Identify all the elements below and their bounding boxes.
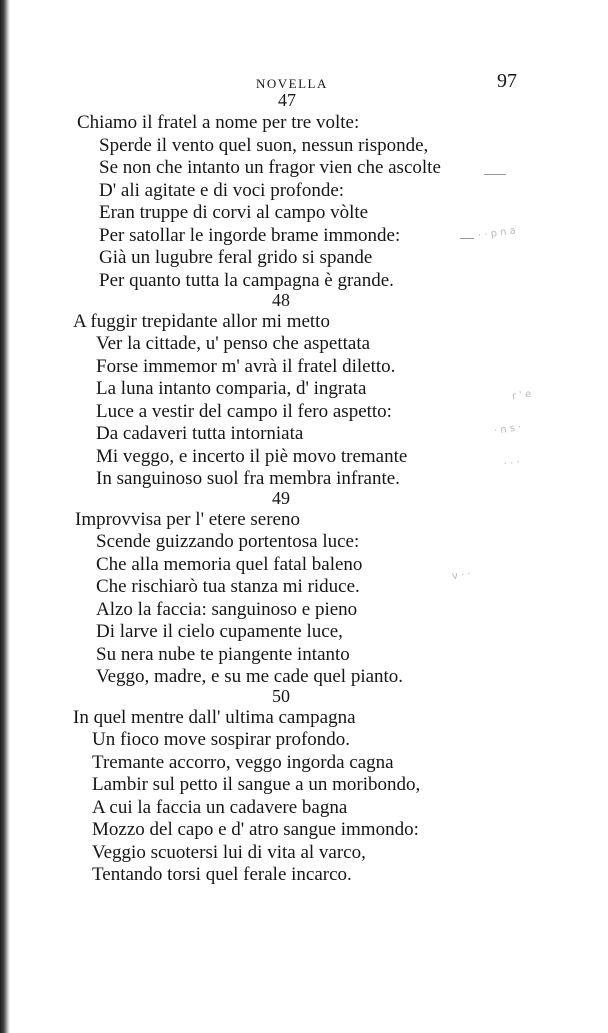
stanza-number-50: 50 (272, 686, 290, 706)
verse-line: Tentando torsi quel ferale incarco. (92, 864, 352, 885)
verse-line: In sanguinoso suol fra membra infrante. (96, 468, 400, 489)
verse-line: Che rischiarò tua stanza mi riduce. (96, 576, 360, 597)
stanza-number-49: 49 (272, 488, 290, 508)
verse-line: Per quanto tutta la campagna è grande. (99, 270, 394, 291)
verse-line: A cui la faccia un cadavere bagna (92, 797, 348, 818)
verse-line: Ver la cittade, u' penso che aspettata (96, 333, 371, 354)
verse-line: Su nera nube te piangente intanto (96, 644, 350, 665)
verse-line: D' ali agitate e di voci profonde: (99, 180, 345, 201)
verse-line: Chiamo il fratel a nome per tre volte: (77, 112, 360, 133)
verse-line: Improvvisa per l' etere sereno (75, 509, 300, 530)
pencil-dash-mark (460, 238, 474, 239)
verse-line: Da cadaveri tutta intorniata (96, 423, 304, 444)
stanza-number-47: 47 (278, 90, 296, 110)
margin-pencil-note: r ' e (511, 388, 533, 403)
margin-pencil-note: · · · (503, 456, 521, 471)
verse-line: Eran truppe di corvi al campo vòlte (99, 202, 369, 223)
running-head: NOVELLA (256, 76, 328, 91)
page-number: 97 (497, 70, 517, 92)
verse-line: Tremante accorro, veggo ingorda cagna (92, 752, 394, 773)
verse-line: Già un lugubre feral grido si spande (99, 247, 373, 268)
verse-line: Veggo, madre, e su me cade quel pianto. (96, 666, 404, 687)
stanza-number-48: 48 (272, 290, 290, 310)
verse-line: Mi veggo, e incerto il piè movo tremante (96, 446, 408, 467)
verse-line: Veggio scuotersi lui di vita al varco, (92, 842, 366, 863)
verse-line: A fuggir trepidante allor mi metto (73, 311, 330, 332)
verse-line: Di larve il cielo cupamente luce, (96, 621, 343, 642)
verse-line: Mozzo del capo e d' atro sangue immondo: (92, 819, 419, 840)
verse-line: Scende guizzando portentosa luce: (96, 531, 360, 552)
verse-line: Sperde il vento quel suon, nessun risponde, (99, 135, 429, 156)
margin-pencil-note: · n s · (493, 422, 523, 437)
pencil-dash-mark (484, 174, 506, 175)
verse-line: Luce a vestir del campo il fero aspetto: (96, 401, 392, 422)
margin-pencil-note: · · p n a (477, 225, 517, 242)
verse-line: Che alla memoria quel fatal baleno (96, 554, 363, 575)
verse-line: Per satollar le ingorde brame immonde: (99, 225, 401, 246)
margin-pencil-note: v · · (451, 568, 472, 583)
verse-line: Alzo la faccia: sanguinoso e pieno (96, 599, 358, 620)
verse-line: Lambir sul petto il sangue a un moribondo, (92, 774, 421, 795)
verse-line: Forse immemor m' avrà il fratel diletto. (96, 356, 396, 377)
verse-line: Un fioco move sospirar profondo. (92, 729, 351, 750)
verse-line: La luna intanto comparia, d' ingrata (96, 378, 367, 399)
page-spine-shadow (0, 0, 10, 1033)
verse-line: Se non che intanto un fragor vien che ascolte (99, 157, 441, 178)
verse-line: In quel mentre dall' ultima campagna (73, 707, 356, 728)
